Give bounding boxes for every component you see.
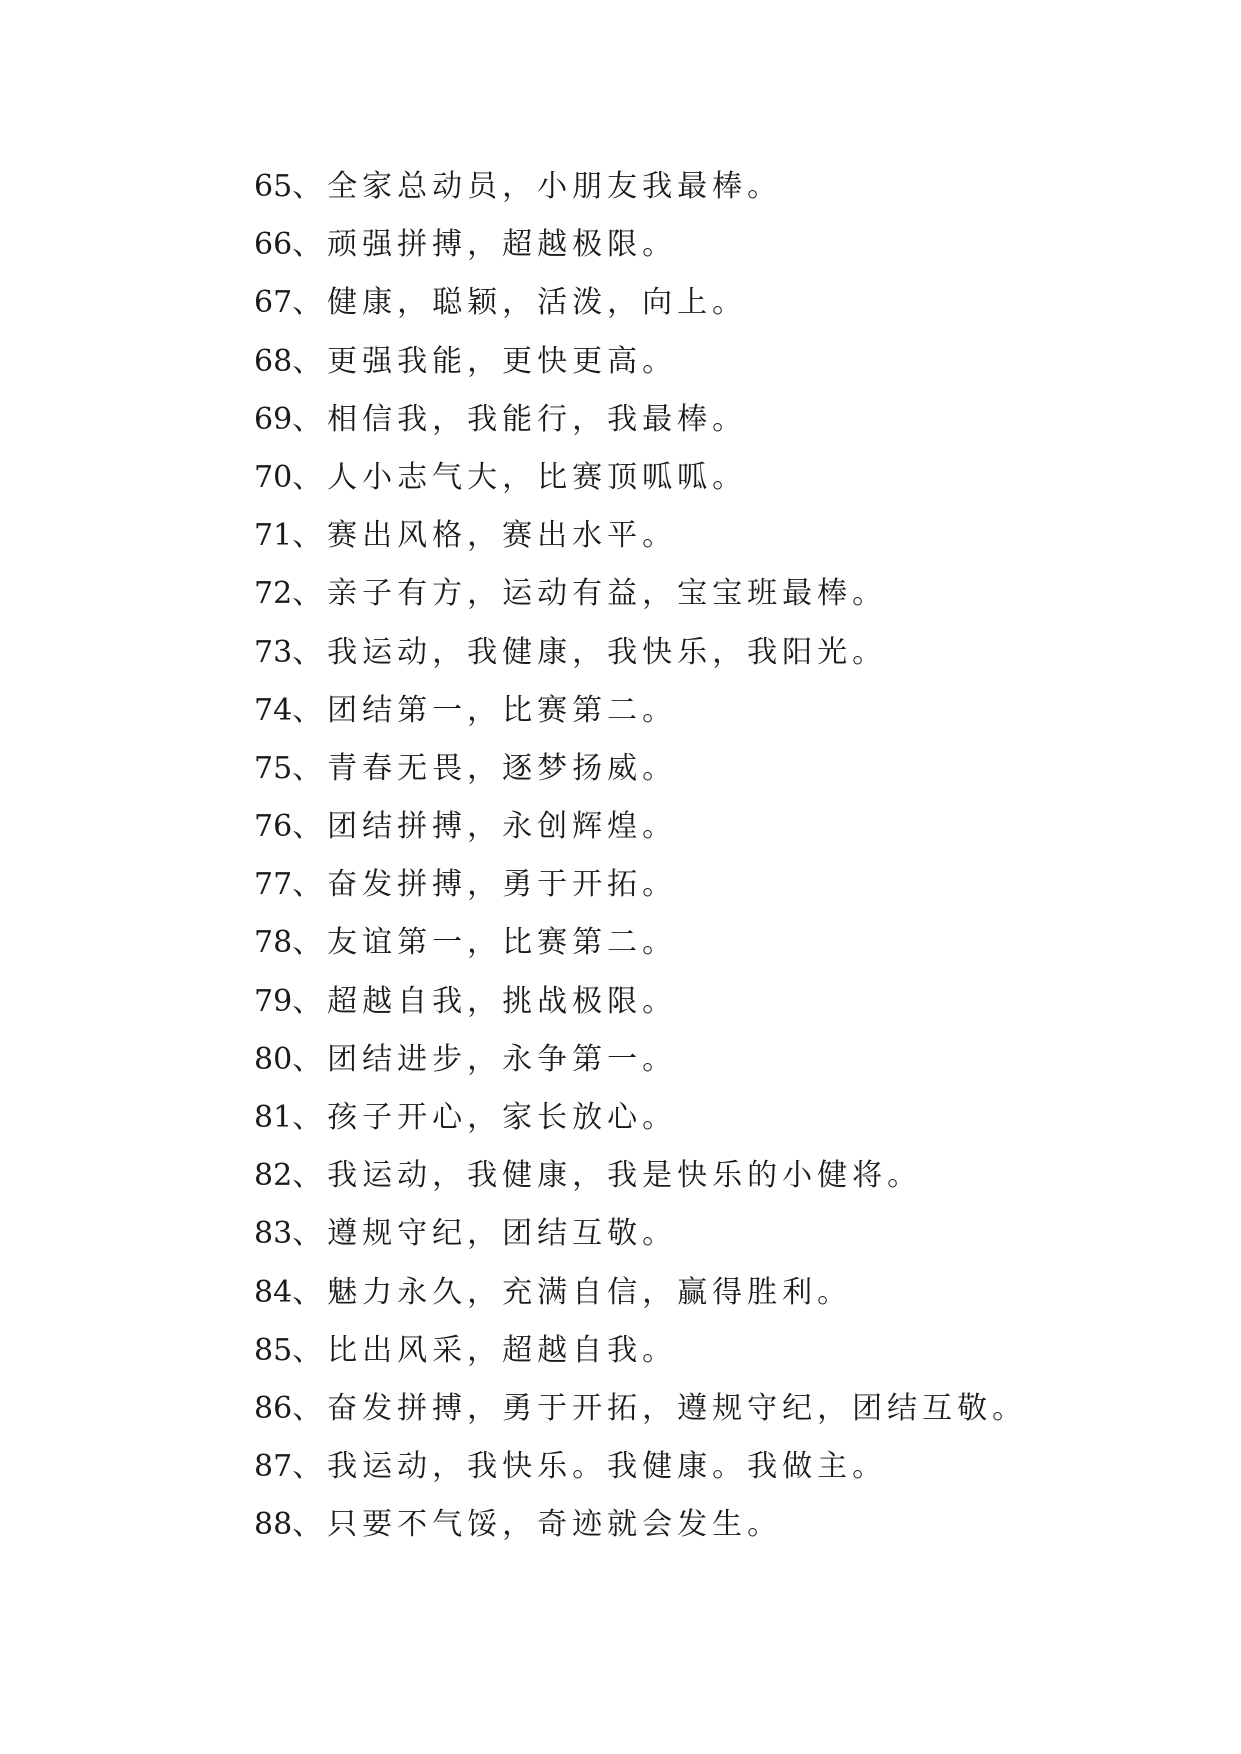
list-item xyxy=(254,1089,1027,1147)
item-text: 、我运动，我健康，我是快乐的小健将。 xyxy=(292,1158,923,1194)
list-item xyxy=(254,1205,1027,1263)
item-number: 74 xyxy=(254,692,293,728)
item-number: 70 xyxy=(254,459,293,495)
list-item xyxy=(254,1380,1027,1438)
item-number: 80 xyxy=(254,1041,293,1077)
item-text: 、只要不气馁，奇迹就会发生。 xyxy=(292,1507,783,1543)
item-number: 87 xyxy=(254,1449,293,1485)
item-number: 66 xyxy=(254,227,293,263)
list-item xyxy=(254,1438,1027,1496)
item-text: 、友谊第一，比赛第二。 xyxy=(292,925,678,961)
list-item xyxy=(254,624,1027,682)
list-item xyxy=(254,798,1027,856)
item-text: 、赛出风格，赛出水平。 xyxy=(292,518,678,554)
item-text: 、健康，聪颖，活泼，向上。 xyxy=(292,285,748,321)
item-text: 、遵规守纪，团结互敬。 xyxy=(292,1216,678,1252)
item-text: 、更强我能，更快更高。 xyxy=(292,343,678,379)
item-text: 、团结第一，比赛第二。 xyxy=(292,692,678,728)
item-text: 、我运动，我健康，我快乐，我阳光。 xyxy=(292,634,888,670)
list-item xyxy=(254,274,1027,332)
item-text: 、我运动，我快乐。我健康。我做主。 xyxy=(292,1449,888,1485)
item-number: 79 xyxy=(254,983,293,1019)
list-item xyxy=(254,333,1027,391)
item-number: 69 xyxy=(254,401,293,437)
item-text: 、青春无畏，逐梦扬威。 xyxy=(292,750,678,786)
item-number: 77 xyxy=(254,867,293,903)
item-number: 71 xyxy=(254,518,293,554)
item-text: 、亲子有方，运动有益，宝宝班最棒。 xyxy=(292,576,888,612)
list-item xyxy=(254,391,1027,449)
item-number: 67 xyxy=(254,285,293,321)
list-item xyxy=(254,507,1027,565)
list-item xyxy=(254,449,1027,507)
item-text: 、魅力永久，充满自信，赢得胜利。 xyxy=(292,1274,853,1310)
item-number: 84 xyxy=(254,1274,293,1310)
item-number: 65 xyxy=(254,169,293,204)
list-item xyxy=(254,740,1027,798)
item-number: 86 xyxy=(254,1390,293,1426)
list-item xyxy=(254,158,1027,216)
list-item xyxy=(254,856,1027,914)
item-text: 、全家总动员，小朋友我最棒。 xyxy=(292,169,783,204)
item-text: 、奋发拼搏，勇于开拓，遵规守纪，团结互敬。 xyxy=(292,1390,1028,1426)
list-item xyxy=(254,682,1027,740)
list-item xyxy=(254,565,1027,623)
slogan-list xyxy=(254,158,1027,1555)
item-number: 68 xyxy=(254,343,293,379)
item-text: 、奋发拼搏，勇于开拓。 xyxy=(292,867,678,903)
list-item xyxy=(254,1147,1027,1205)
list-item xyxy=(254,1264,1027,1322)
list-item xyxy=(254,914,1027,972)
item-text: 、顽强拼搏，超越极限。 xyxy=(292,227,678,263)
item-number: 81 xyxy=(254,1100,293,1135)
item-number: 78 xyxy=(254,925,293,961)
item-text: 、超越自我，挑战极限。 xyxy=(292,983,678,1019)
item-number: 75 xyxy=(254,750,293,786)
list-item xyxy=(254,1031,1027,1089)
item-text: 、相信我，我能行，我最棒。 xyxy=(292,401,748,437)
item-number: 73 xyxy=(254,634,293,670)
item-number: 72 xyxy=(254,576,293,612)
item-number: 82 xyxy=(254,1158,293,1194)
item-text: 、人小志气大，比赛顶呱呱。 xyxy=(292,459,748,495)
item-number: 83 xyxy=(254,1216,293,1252)
list-item xyxy=(254,973,1027,1031)
item-number: 88 xyxy=(254,1507,293,1543)
list-item xyxy=(254,1322,1027,1380)
item-text: 、团结进步，永争第一。 xyxy=(292,1041,678,1077)
item-text: 、比出风采，超越自我。 xyxy=(292,1332,678,1368)
list-item xyxy=(254,1496,1027,1554)
item-number: 76 xyxy=(254,809,293,845)
item-number: 85 xyxy=(254,1332,293,1368)
item-text: 、孩子开心，家长放心。 xyxy=(292,1100,678,1135)
list-item xyxy=(254,216,1027,274)
item-text: 、团结拼搏，永创辉煌。 xyxy=(292,809,678,845)
